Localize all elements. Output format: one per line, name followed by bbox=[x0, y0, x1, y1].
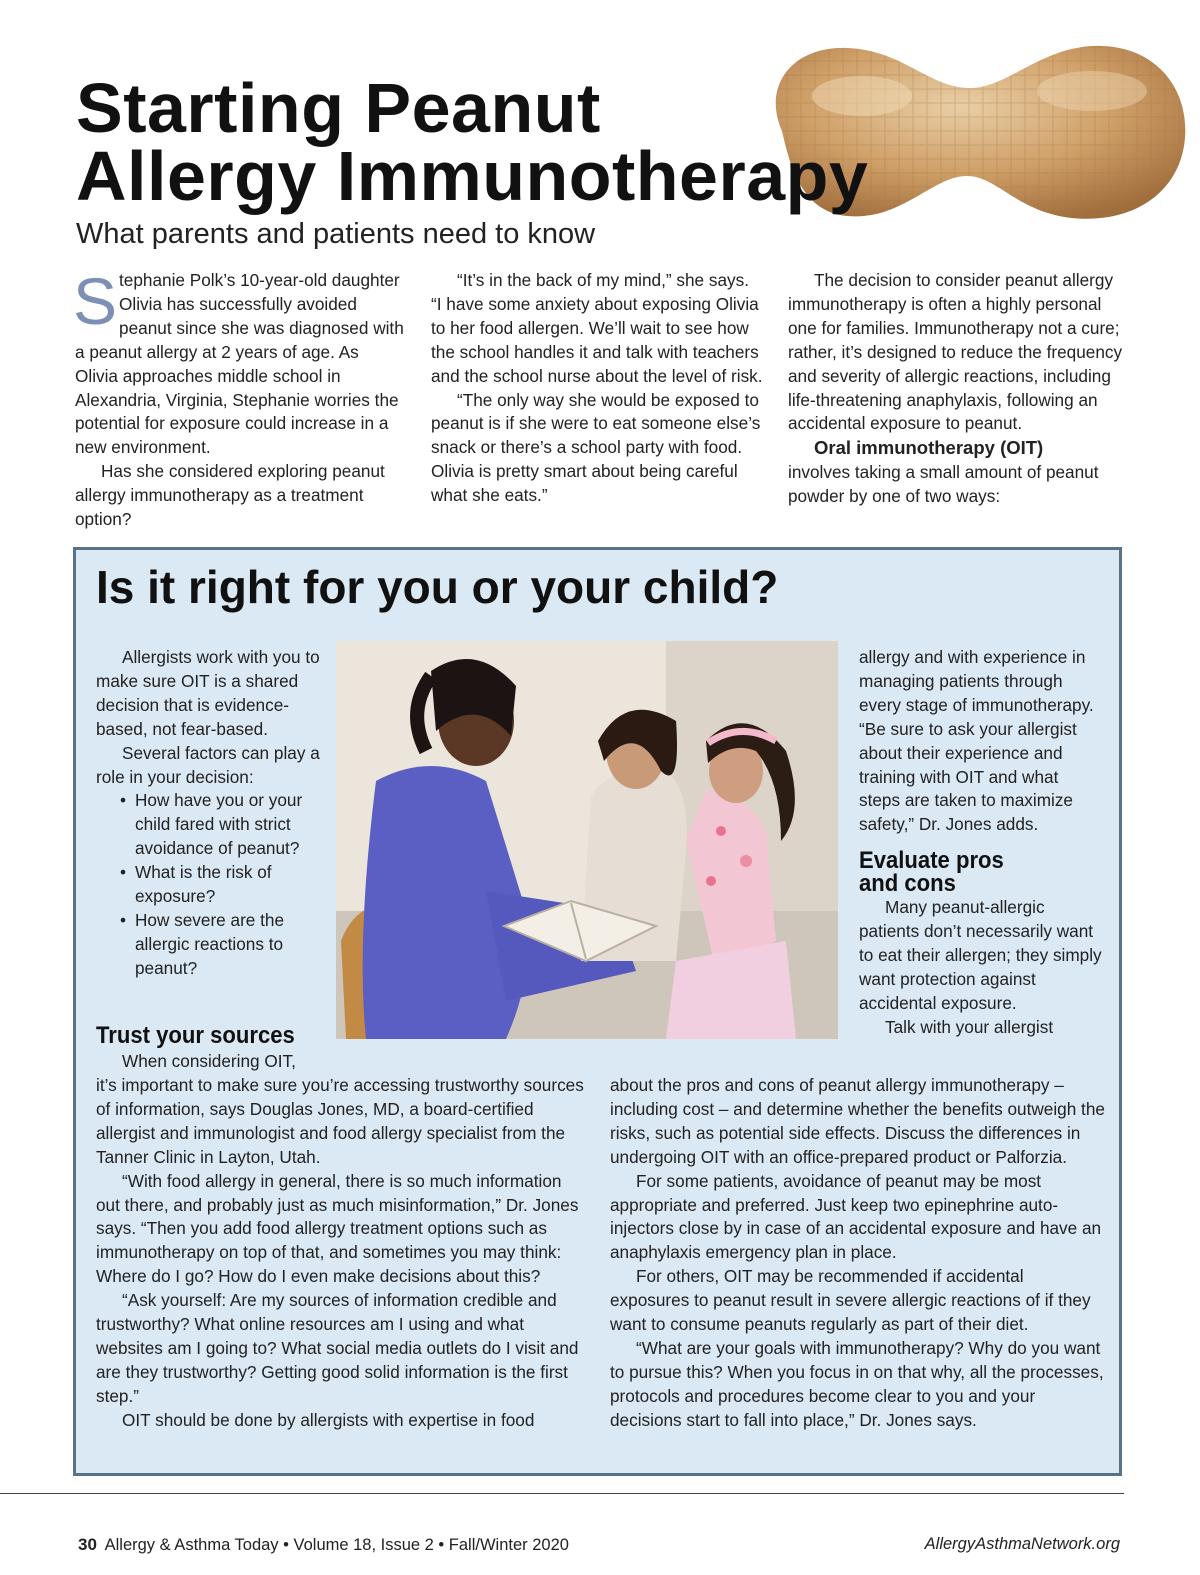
footer-divider bbox=[0, 1493, 1124, 1494]
page-number: 30 bbox=[78, 1535, 97, 1554]
sidebar-lower-right-column bbox=[610, 1074, 1105, 1433]
title-line-1: Starting Peanut bbox=[76, 69, 601, 147]
sidebar-right-paragraph-1: allergy and with experience in managing patients through every stage of immunotherapy. “Be sure to ask your allergist about their experience and training with OIT and what steps are taken to maximize safety,” Dr. Jones adds. bbox=[859, 647, 1094, 835]
title-line-2: Allergy Immunotherapy bbox=[76, 137, 869, 215]
sidebar-right-paragraph-3: about the pros and cons of peanut allergy immunotherapy – including cost – and determine whether the benefits outweigh the risks, such as potential side effects. Discuss the differences in undergoing OIT with an office-prepared product or Palforzia. bbox=[610, 1075, 1105, 1167]
col1-paragraph-2: Has she considered exploring peanut allergy immunotherapy as a treatment option? bbox=[75, 461, 385, 530]
sidebar-left-paragraph-2: Several factors can play a role in your decision: bbox=[96, 742, 320, 787]
article-column-3 bbox=[788, 269, 1123, 509]
evaluate-pros-cons-heading: Evaluate pros and cons bbox=[859, 847, 1004, 898]
article-title bbox=[76, 69, 869, 215]
sidebar-left-paragraph-3: it’s important to make sure you’re accessing trustworthy sources of information, says Douglas Jones, MD, a board-certified allergist and immunologist and food allergy specialist from the Tanner Clinic in Layton, Utah. bbox=[96, 1075, 584, 1167]
sidebar-left-paragraph-6: OIT should be done by allergists with expertise in food bbox=[122, 1409, 535, 1430]
sidebar-left-paragraph-1: Allergists work with you to make sure OIT is a shared decision that is evidence-based, not fear-based. bbox=[96, 647, 320, 739]
sidebar-right-column bbox=[859, 646, 1103, 1040]
photo-clinician-reading bbox=[336, 641, 838, 1039]
article-subtitle: What parents and patients need to know bbox=[76, 218, 596, 250]
article-column-2 bbox=[431, 269, 764, 508]
sidebar-left-p3-start: When considering OIT, bbox=[122, 1051, 296, 1071]
list-item: • What is the risk of exposure? bbox=[120, 862, 272, 907]
col1-paragraph-1: tephanie Polk’s 10-year-old daughter Olivia has successfully avoided peanut since she was diagnosed with a peanut allergy at 2 years of age. As Olivia approaches middle school in Alexandria, Virginia, Stephanie worries the potential for exposure could increase in a new environment. bbox=[75, 270, 404, 458]
sidebar-right-p3-start: Talk with your allergist bbox=[885, 1016, 1054, 1037]
list-item: • How severe are the allergic reactions to peanut? bbox=[120, 909, 285, 978]
list-item: • How have you or your child fared with strict avoidance of peanut? bbox=[120, 790, 303, 859]
col3-paragraph-2: involves taking a small amount of peanut powder by one of two ways: bbox=[788, 462, 1099, 507]
website-link[interactable]: AllergyAsthmaNetwork.org bbox=[924, 1535, 1120, 1553]
col3-paragraph-1: The decision to consider peanut allergy immunotherapy is often a highly personal one for families. Immunotherapy not a cure; rather, it’s designed to reduce the frequency and severity of allergic reactions, including life-threatening anaphylaxis, following an accidental exposure to peanut. bbox=[788, 270, 1123, 434]
decision-factors-list bbox=[96, 789, 324, 980]
article-column-1 bbox=[73, 264, 405, 532]
trust-sources-heading: Trust your sources bbox=[96, 1022, 295, 1049]
sidebar-right-paragraph-6: “What are your goals with immunotherapy? Why do you want to pursue this? When you focus in on that why, all the processes, protocols and procedures become clear to you and your decisions start to fall into place,” Dr. Jones says. bbox=[610, 1337, 1104, 1430]
sidebar-lower-left-column bbox=[96, 1074, 588, 1433]
sidebar-right-paragraph-2: Many peanut-allergic patients don’t necessarily want to eat their allergen; they simply want protection against accidental exposure. bbox=[859, 897, 1102, 1013]
sidebar-left-paragraph-4: “With food allergy in general, there is so much information out there, and probably just as much misinformation,” Dr. Jones says. “Then you add food allergy treatment options such as immunotherapy on top of that, and sometimes you may think: Where do I go? How do I even make decisions about this? bbox=[96, 1170, 579, 1287]
sidebar-left-column bbox=[96, 646, 324, 981]
col2-paragraph-1: “It’s in the back of my mind,” she says. “I have some anxiety about exposing Olivia to her food allergen. We’ll wait to see how the school handles it and talk with teachers and the school nurse about the level of risk. bbox=[431, 270, 763, 386]
footer-publication-info bbox=[78, 1535, 569, 1555]
sidebar-left-paragraph-5: “Ask yourself: Are my sources of information credible and trustworthy? What online resources am I using and what websites am I going to? What social media outlets do I visit and are they trustworthy? Getting good solid information is the first step.” bbox=[96, 1290, 579, 1406]
sidebar-title: Is it right for you or your child? bbox=[96, 561, 779, 613]
oit-lead: Oral immunotherapy (OIT) bbox=[814, 437, 1044, 459]
col2-paragraph-2: “The only way she would be exposed to peanut is if she were to eat someone else’s snack or there’s a school party with food. Olivia is pretty smart about being careful what she eats.” bbox=[431, 389, 761, 506]
dropcap: S bbox=[73, 264, 118, 338]
publication-name: Allergy & Asthma Today • Volume 18, Issue 2 • Fall/Winter 2020 bbox=[104, 1536, 569, 1554]
sidebar-right-paragraph-5: For others, OIT may be recommended if accidental exposures to peanut result in severe allergic reactions of if they want to consume peanuts regularly as part of their diet. bbox=[610, 1266, 1091, 1335]
sidebar-right-paragraph-4: For some patients, avoidance of peanut may be most appropriate and preferred. Just keep two epinephrine auto-injectors close by in case of an accidental exposure and have an anaphylaxis emergency plan in place. bbox=[610, 1170, 1102, 1263]
